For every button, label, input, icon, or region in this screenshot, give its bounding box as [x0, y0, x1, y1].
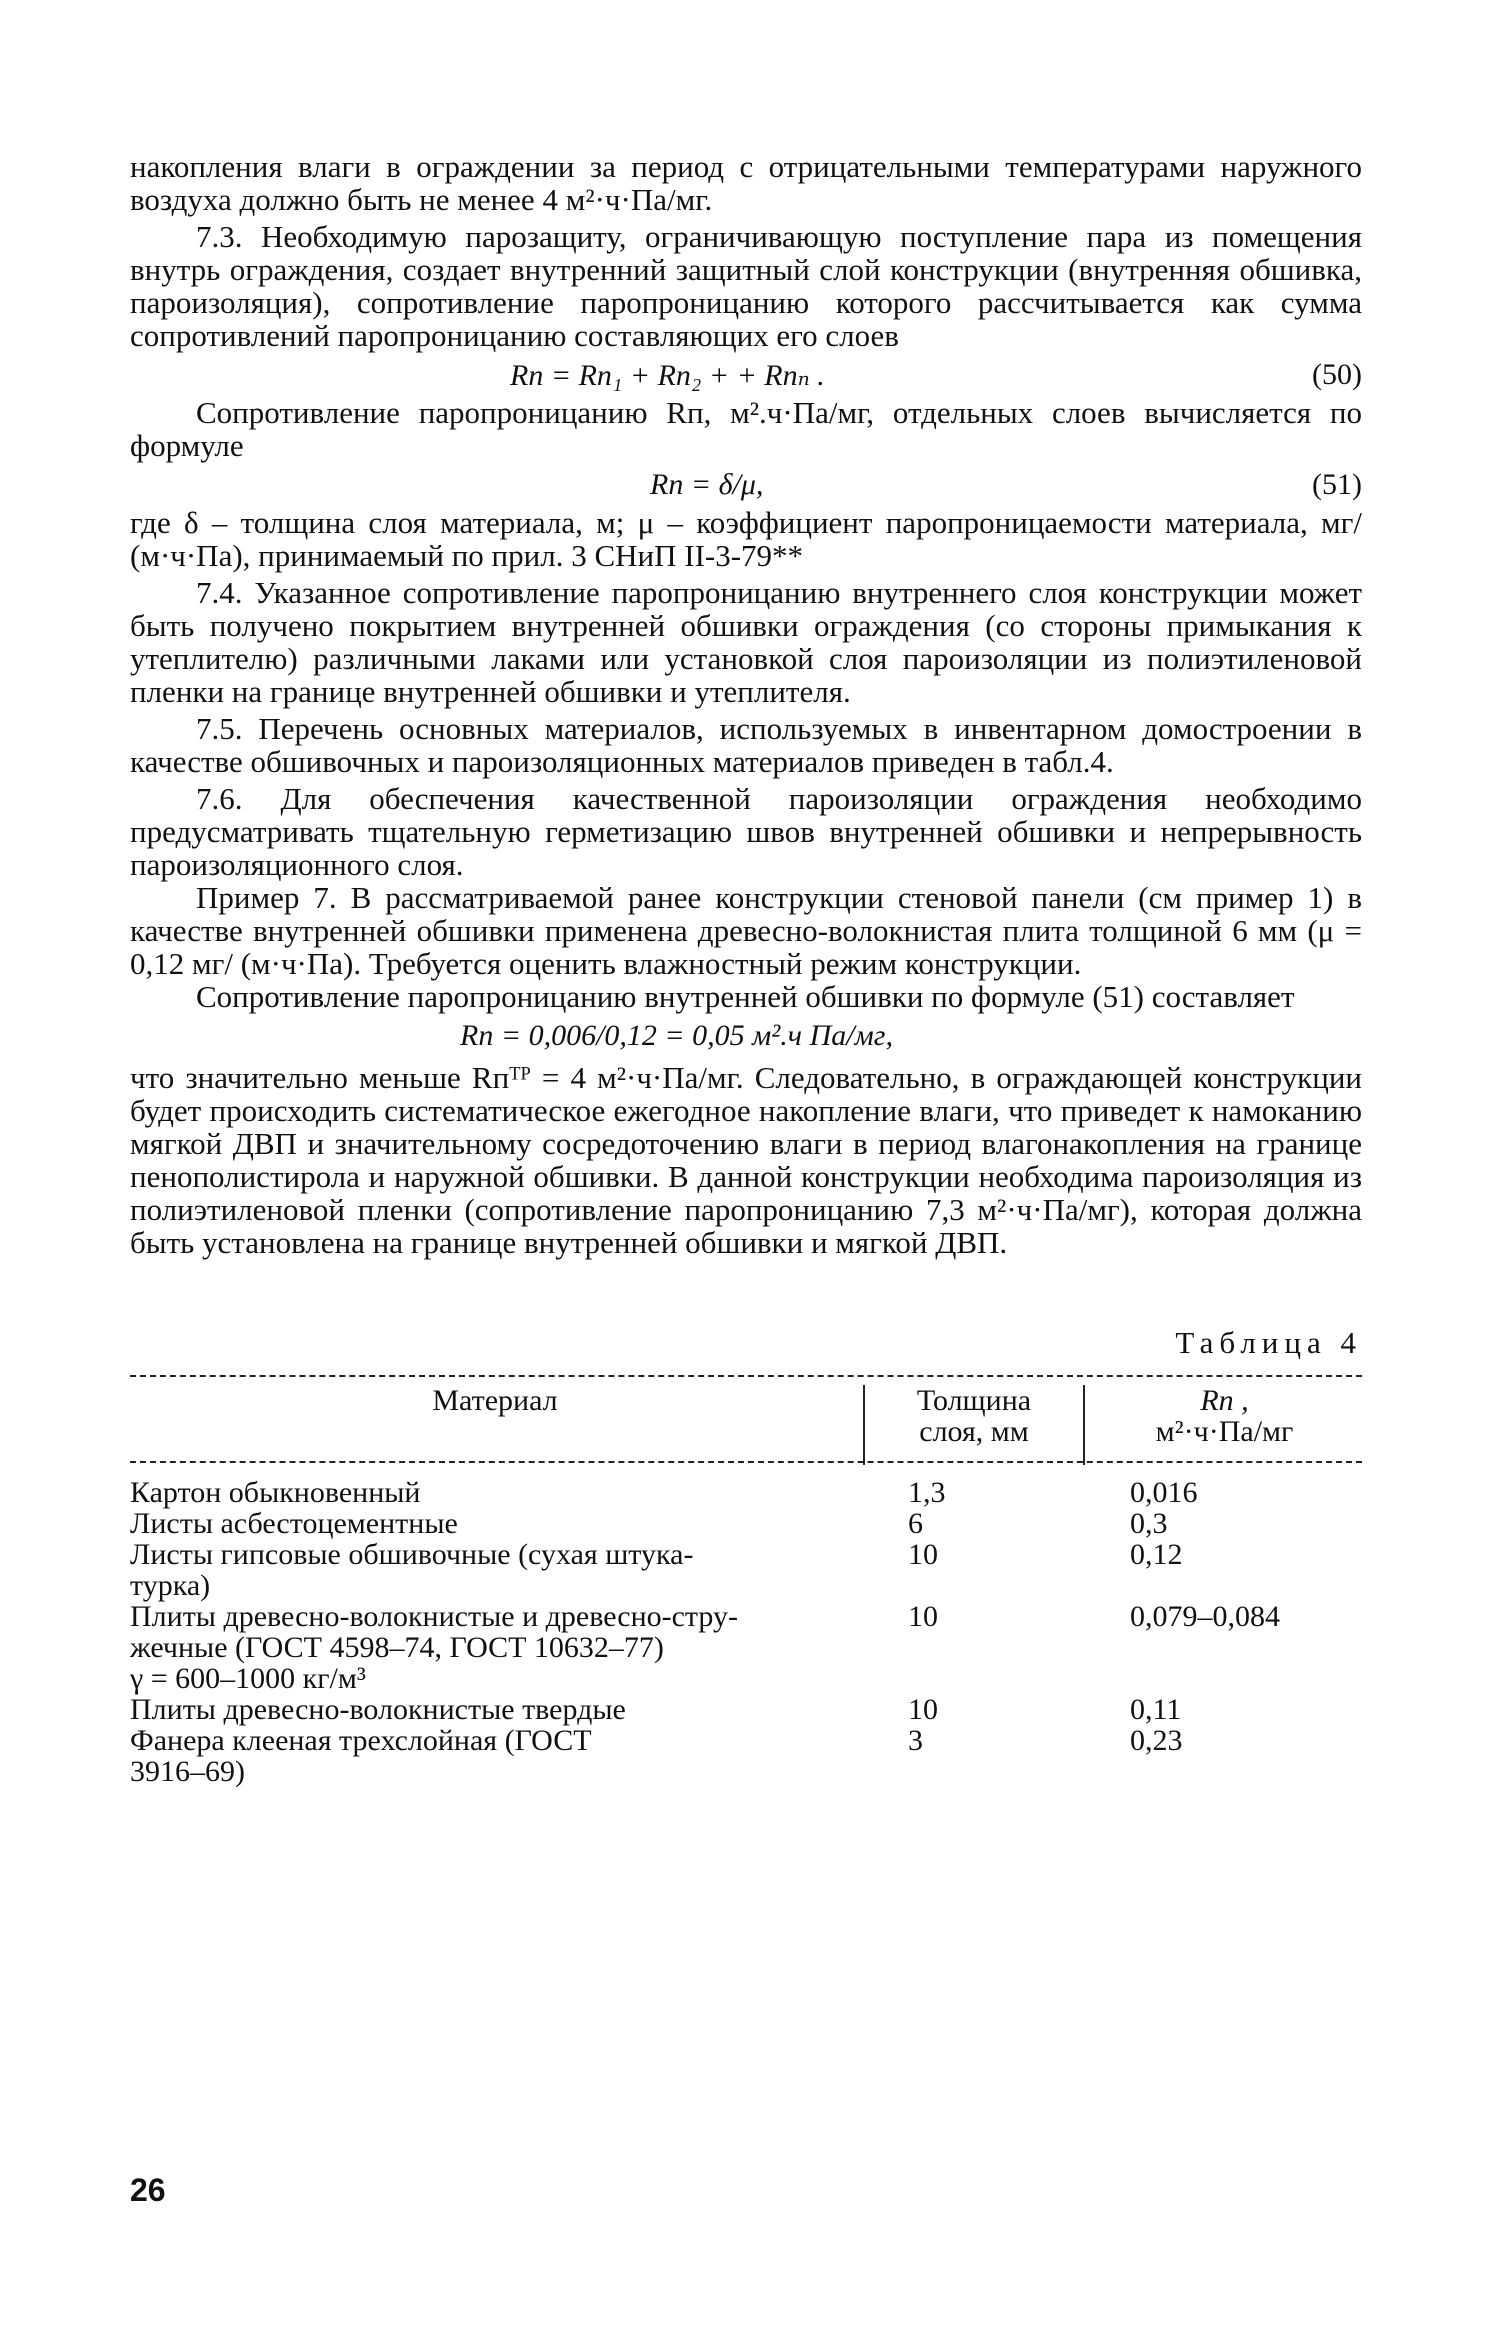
equation-51-formula: Rп = δ/μ, — [650, 468, 764, 501]
table-row — [130, 1508, 1362, 1539]
table-4 — [130, 1375, 1362, 1787]
cell-resistance: 0,12 — [1130, 1538, 1183, 1571]
paragraph: Сопротивление паропроницанию внутренней обшивки по формуле (51) составляет — [196, 979, 1295, 1014]
cell-material — [130, 1508, 908, 1539]
paragraph: где δ – толщина слоя материала, м; μ – коэффициент паропроницаемости материала, мг/ (м·ч·Па), принимаемый по прил. 3 СНиП II-3-79** — [130, 505, 1362, 573]
cell-material-line: Плиты древесно-волокнистые и древесно-стру- — [130, 1600, 738, 1633]
cell-thickness: 3 — [908, 1724, 923, 1757]
cell-material — [130, 1694, 908, 1725]
paragraph-7-5: 7.5. Перечень основных материалов, используемых в инвентарном домостроении в качестве обшивочных и пароизоляционных материалов приведен в табл.4. — [130, 711, 1362, 779]
cell-thickness: 10 — [908, 1538, 938, 1571]
cell-material-line: Плиты древесно-волокнистые твердые — [130, 1693, 626, 1726]
equation-example-formula: Rп = 0,006/0,12 = 0,05 м².ч Па/мг, — [460, 1019, 893, 1052]
cell-material-line: жечные (ГОСТ 4598–74, ГОСТ 10632–77) — [130, 1631, 664, 1664]
paragraph-example-7: Пример 7. В рассматриваемой ранее конструкции стеновой панели (см пример 1) в качестве внутренней обшивки применена древесно-волокнистая плита толщиной 6 мм (μ = 0,12 мг/ (м·ч·Па). Требуется оценить влажностный режим конструкции. — [130, 880, 1362, 981]
paragraph-7-3: 7.3. Необходимую парозащиту, ограничивающую поступление пара из помещения внутрь ограждения, создает внутренний защитный слой конструкции (внутренняя обшивка, пароизоляция), сопротивление паропроницанию которого рассчитывается как сумма сопротивлений паропроницанию составляющих его слоев — [130, 219, 1362, 353]
cell-resistance: 0,11 — [1130, 1693, 1182, 1726]
equation-50 — [130, 352, 1362, 396]
cell-material-line: 3916–69) — [130, 1755, 245, 1788]
cell-material-line: Листы асбестоцементные — [130, 1507, 458, 1540]
table-row — [130, 1601, 1362, 1694]
paragraph-7-4: 7.4. Указанное сопротивление паропроницанию внутреннего слоя конструкции может быть получено покрытием внутренней обшивки ограждения (со стороны примыкания к утеплителю) различными лаками или установкой слоя пароизоляции из полиэтиленовой пленки на границе внутренней обшивки и утеплителя. — [130, 575, 1362, 709]
table-row — [130, 1725, 1362, 1787]
cell-resistance: 0,3 — [1130, 1507, 1168, 1540]
cell-resistance: 0,23 — [1130, 1724, 1183, 1757]
cell-thickness: 1,3 — [908, 1476, 946, 1509]
header-resistance-line1: Rп , — [1200, 1384, 1249, 1417]
header-resistance-line2: м²·ч·Па/мг — [1155, 1415, 1294, 1448]
cell-thickness: 10 — [908, 1693, 938, 1726]
table-row — [130, 1539, 1362, 1601]
cell-material-line: Листы гипсовые обшивочные (сухая штука- — [130, 1538, 694, 1571]
table-caption: Таблица 4 — [1175, 1325, 1362, 1360]
equation-50-formula: Rп = Rп₁ + Rп₂ + + Rпₙ . — [510, 359, 825, 392]
paragraph: Сопротивление паропроницанию Rп, м².ч·Па/мг, отдельных слоев вычисляется по формуле — [130, 395, 1362, 463]
paragraph: накопления влаги в ограждении за период с отрицательными температурами наружного воздуха должно быть не менее 4 м²·ч·Па/мг. — [130, 149, 1362, 217]
cell-material — [130, 1477, 908, 1508]
table-row — [130, 1694, 1362, 1725]
table-row — [130, 1477, 1362, 1508]
header-material: Материал — [432, 1384, 558, 1417]
header-resistance — [1083, 1385, 1364, 1465]
cell-material-line: γ = 600–1000 кг/м³ — [130, 1662, 366, 1695]
cell-resistance: 0,079–0,084 — [1130, 1600, 1280, 1633]
equation-50-number: (50) — [1312, 358, 1362, 391]
cell-thickness: 10 — [908, 1600, 938, 1633]
table-header — [130, 1377, 1362, 1461]
cell-material-line: Картон обыкновенный — [130, 1476, 421, 1509]
cell-material — [130, 1725, 908, 1787]
paragraph-7-6: 7.6. Для обеспечения качественной пароизоляции ограждения необходимо предусматривать тщательную герметизацию швов внутренней обшивки и непрерывность пароизоляционного слоя. — [130, 781, 1362, 882]
table-body — [130, 1477, 1362, 1787]
cell-material-line: турка) — [130, 1569, 211, 1602]
header-thickness — [863, 1385, 1083, 1465]
cell-resistance: 0,016 — [1130, 1476, 1198, 1509]
paragraph: что значительно меньше Rпᵀᴾ = 4 м²·ч·Па/мг. Следовательно, в ограждающей конструкции будет происходить систематическое ежегодное накопление влаги, что приведет к намоканию мягкой ДВП и значительному сосредоточению влаги в период влагонакопления на границе пенополистирола и наружной обшивки. В данной конструкции необходима пароизоляция из полиэтиленовой пленки (сопротивление паропроницанию 7,3 м²·ч·Па/мг), которая должна быть установлена на границе внутренней обшивки и мягкой ДВП. — [130, 1060, 1362, 1260]
cell-material — [130, 1601, 908, 1694]
equation-51-number: (51) — [1312, 468, 1362, 501]
page-number: 26 — [130, 2172, 166, 2208]
equation-example — [130, 1013, 1362, 1061]
equation-51 — [130, 462, 1362, 506]
header-thickness-line2: слоя, мм — [919, 1415, 1029, 1448]
cell-thickness: 6 — [908, 1507, 923, 1540]
header-thickness-line1: Толщина — [916, 1384, 1032, 1417]
page-body — [130, 150, 1362, 1787]
cell-material-line: Фанера клееная трехслойная (ГОСТ — [130, 1724, 592, 1757]
cell-material — [130, 1539, 908, 1601]
